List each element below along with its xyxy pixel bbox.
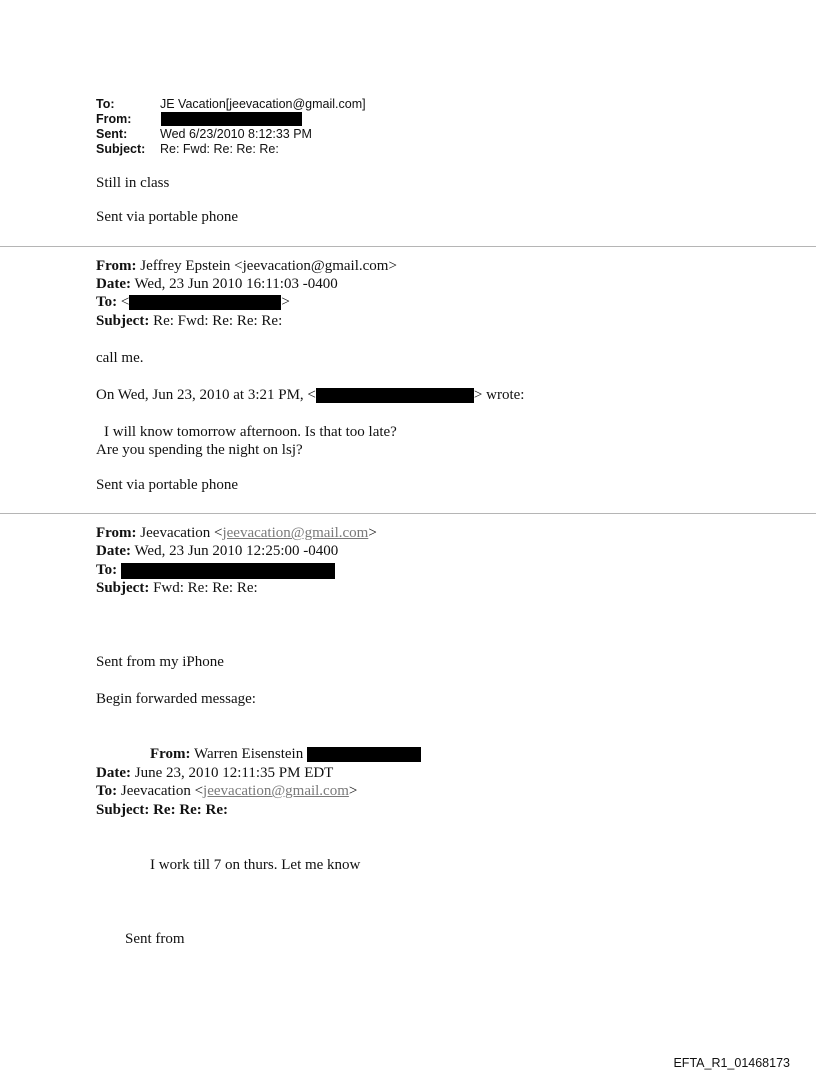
subject-label: Subject: [96, 142, 146, 156]
redaction-box [129, 295, 281, 310]
message-signature: Sent from my iPhone [96, 654, 224, 670]
reply-signature: Sent via portable phone [96, 209, 239, 225]
email-link[interactable]: jeevacation@gmail.com [222, 525, 369, 541]
to-close: > [281, 294, 290, 310]
sent-label: Sent: [96, 127, 128, 141]
message-divider [0, 246, 816, 247]
date-label: Date: [96, 543, 131, 559]
message-divider [0, 513, 816, 514]
quoted-line: Are you spending the night on lsj? [96, 442, 303, 458]
date-label: Date: [96, 276, 131, 292]
subject-value: Fwd: Re: Re: Re: [153, 580, 258, 596]
from-value: Warren Eisenstein [194, 746, 304, 762]
date-label: Date: [96, 765, 131, 781]
quoted-line: I will know tomorrow afternoon. Is that too late? [104, 424, 397, 440]
subject-label: Subject: [96, 313, 150, 329]
to-open: < [120, 294, 130, 310]
subject-value: Re: Fwd: Re: Re: Re: [153, 313, 283, 329]
from-label: From: [96, 258, 137, 274]
to-name: Jeevacation < [120, 783, 204, 799]
message-body: call me. [96, 350, 144, 366]
forwarded-body: I work till 7 on thurs. Let me know [150, 857, 361, 873]
email-link[interactable]: jeevacation@gmail.com [203, 783, 349, 799]
forwarded-signature: Sent from [125, 931, 185, 947]
quote-attribution: On Wed, Jun 23, 2010 at 3:21 PM, < > wrote: [96, 387, 525, 403]
subject-label: Subject: [96, 802, 150, 818]
from-label: From: [96, 525, 137, 541]
subject-value: Re: Re: Re: [153, 802, 229, 818]
forwarded-label: Begin forwarded message: [96, 691, 256, 707]
date-value: Wed, 23 Jun 2010 12:25:00 -0400 [134, 543, 339, 559]
document-id: EFTA_R1_01468173 [673, 1056, 790, 1070]
redaction-box [316, 388, 474, 403]
subject-label: Subject: [96, 580, 150, 596]
reply-body-line: Still in class [96, 175, 170, 191]
from-name: Jeevacation < [140, 525, 223, 541]
subject-value: Re: Fwd: Re: Re: Re: [160, 142, 279, 156]
to-label: To: [96, 294, 118, 310]
date-value: June 23, 2010 12:11:35 PM EDT [134, 765, 334, 781]
date-value: Wed, 23 Jun 2010 16:11:03 -0400 [134, 276, 338, 292]
sent-value: Wed 6/23/2010 8:12:33 PM [160, 127, 312, 141]
from-label: From: [96, 112, 132, 126]
from-label: From: [150, 746, 191, 762]
to-label: To: [96, 783, 118, 799]
to-label: To: [96, 562, 118, 578]
from-value: Jeffrey Epstein <jeevacation@gmail.com> [140, 258, 397, 274]
redaction-box [307, 747, 421, 762]
quoted-signature: Sent via portable phone [96, 477, 239, 493]
to-value: JE Vacation[jeevacation@gmail.com] [160, 97, 366, 111]
redaction-box [121, 563, 335, 579]
redaction-box [161, 112, 302, 126]
to-label: To: [96, 97, 115, 111]
